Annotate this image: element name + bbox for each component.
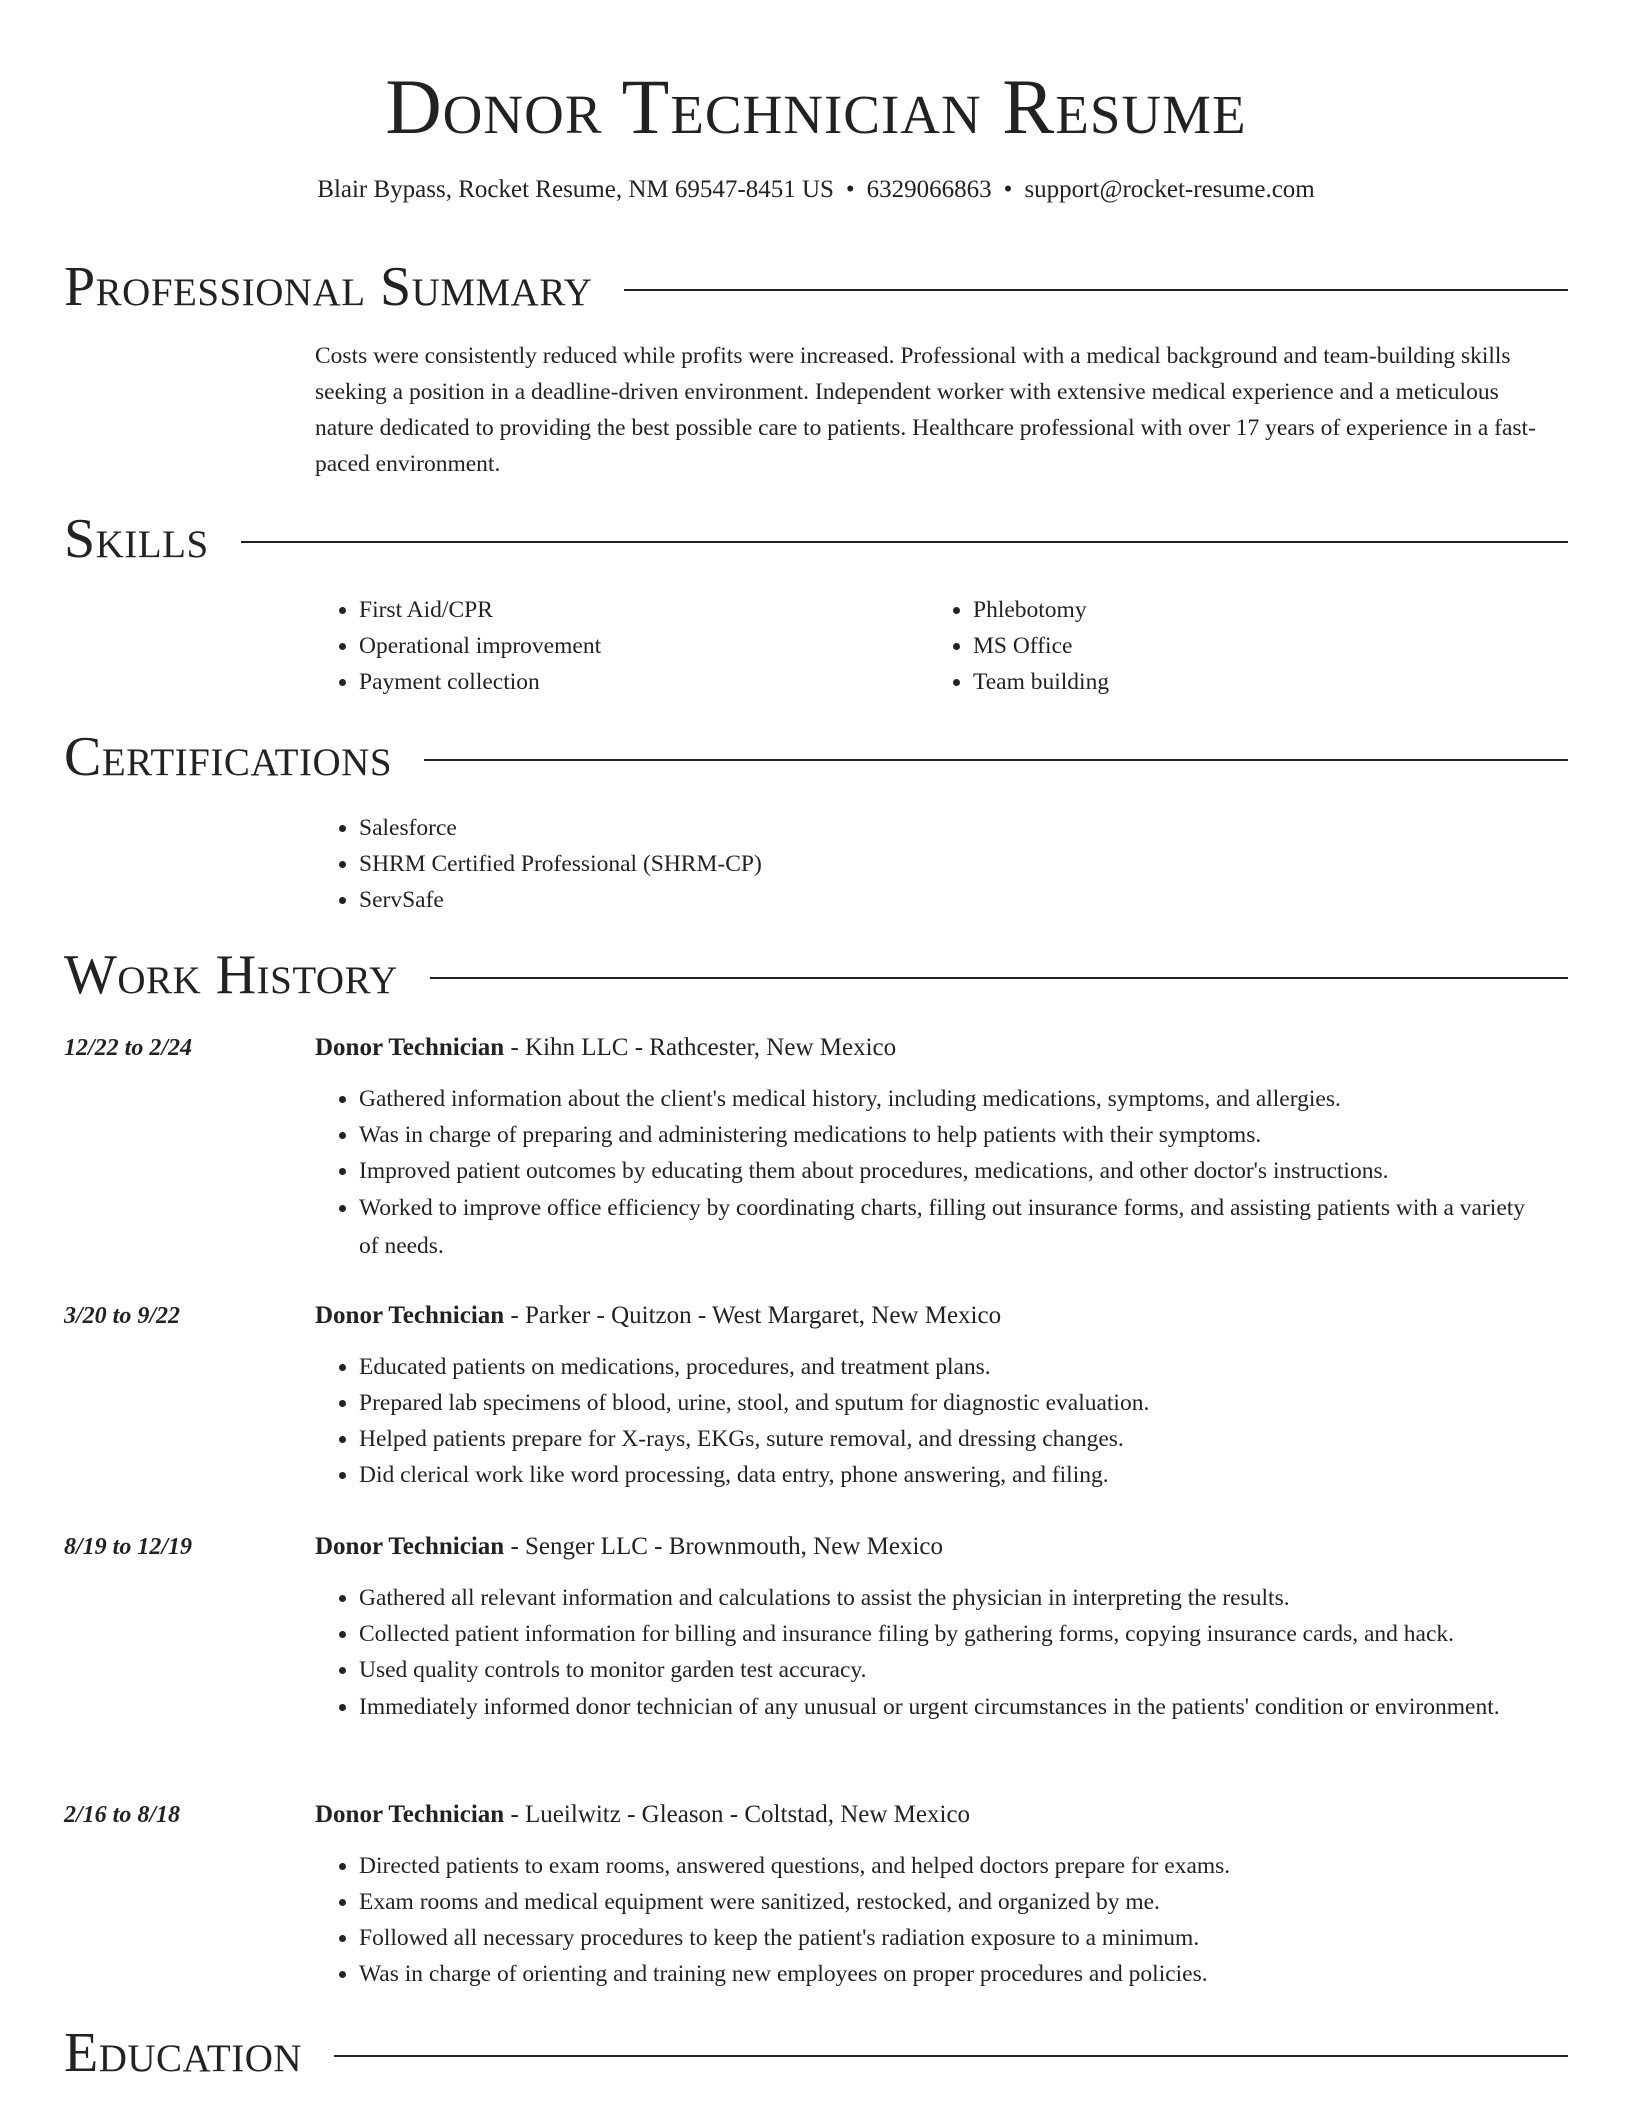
contact-phone: 6329066863 [866,176,992,203]
job-duty: • Directed patients to exam rooms, answered questions, and helped doctors prepare for exams. [359,1848,1544,1884]
job-company: - Kihn LLC - Rathcester, New Mexico [504,1034,897,1061]
contact-address: Blair Bypass, Rocket Resume, NM 69547-8451 US [317,176,834,203]
job-role: Donor Technician [315,1034,505,1061]
job-duty: • Was in charge of preparing and administering medications to help patients with their symptoms. [359,1117,1544,1153]
skill-item: • Operational improvement [359,628,601,664]
job-duty: • Helped patients prepare for X-rays, EKGs, suture removal, and dressing changes. [359,1421,1544,1457]
job-dates: 3/20 to 9/22 [64,1303,181,1329]
certifications-list [315,810,762,918]
section-divider [430,977,1568,979]
skills-list-left [315,592,601,700]
job-title-line [315,1299,1001,1333]
job-duties [315,1081,1544,1265]
contact-separator: • [845,176,855,203]
skills-list-right [929,592,1109,700]
section-divider [334,2055,1568,2057]
job-title-line [315,1798,970,1832]
job-duty: • Used quality controls to monitor garden test accuracy. [359,1652,1544,1688]
job-role: Donor Technician [315,1302,505,1329]
job-duties [315,1580,1544,1726]
summary-section-header [64,256,1568,318]
certification-item: • ServSafe [359,882,762,918]
job-company: - Parker - Quitzon - West Margaret, New Mexico [504,1302,1002,1329]
section-divider [424,759,1568,761]
skill-item: • Team building [973,664,1109,700]
resume-title: Donor Technician Resume [385,63,1247,150]
skills-heading: Skills [64,508,209,570]
job-duty: • Educated patients on medications, procedures, and treatment plans. [359,1349,1544,1385]
education-heading: Education [64,2022,303,2084]
job-duty: • Immediately informed donor technician of any unusual or urgent circumstances in the patients' condition or environment. [359,1688,1544,1726]
job-title-line [315,1031,896,1065]
skill-item: • Phlebotomy [973,592,1109,628]
job-role: Donor Technician [315,1533,505,1560]
job-duty: • Was in charge of orienting and training new employees on proper procedures and policies. [359,1956,1544,1992]
job-dates: 8/19 to 12/19 [64,1534,193,1560]
certification-item: • SHRM Certified Professional (SHRM-CP) [359,846,762,882]
job-duties [315,1349,1544,1493]
work-history-section-header [64,944,1568,1006]
section-divider [241,541,1568,543]
job-duty: • Gathered information about the client's medical history, including medications, symptoms, and allergies. [359,1081,1544,1117]
certifications-section-header [64,726,1568,788]
job-duty: • Followed all necessary procedures to keep the patient's radiation exposure to a minimum. [359,1920,1544,1956]
job-duty: • Gathered all relevant information and calculations to assist the physician in interpreting the results. [359,1580,1544,1616]
job-company: - Lueilwitz - Gleason - Coltstad, New Mexico [504,1801,971,1828]
work-history-heading: Work History [64,944,398,1006]
job-company: - Senger LLC - Brownmouth, New Mexico [504,1533,943,1560]
contact-line [0,173,1632,207]
contact-email: support@rocket-resume.com [1024,176,1315,203]
summary-text: Costs were consistently reduced while profits were increased. Professional with a medical background and team-building skills seeking a position in a deadline-driven environment. Independent worker with extensive medical experience and a meticulous nature dedicated to providing the best possible care to patients. Healthcare professional with over 17 years of experience in a fast-paced environment. [315,343,1536,477]
job-duty: • Collected patient information for billing and insurance filing by gathering forms, copying insurance cards, and hack. [359,1616,1544,1652]
job-role: Donor Technician [315,1801,505,1828]
job-duty: • Prepared lab specimens of blood, urine, stool, and sputum for diagnostic evaluation. [359,1385,1544,1421]
job-title-line [315,1530,943,1564]
job-dates: 12/22 to 2/24 [64,1035,193,1061]
job-duty: • Improved patient outcomes by educating them about procedures, medications, and other doctor's instructions. [359,1153,1544,1189]
contact-separator: • [1003,176,1013,203]
skill-item: • First Aid/CPR [359,592,601,628]
job-duties [315,1848,1544,1992]
skill-item: • Payment collection [359,664,601,700]
certification-item: • Salesforce [359,810,762,846]
section-divider [624,289,1568,291]
job-duty: • Did clerical work like word processing, data entry, phone answering, and filing. [359,1457,1544,1493]
job-duty: • Worked to improve office efficiency by coordinating charts, filling out insurance forms, and assisting patients with a variety of needs. [359,1189,1544,1265]
summary-heading: Professional Summary [64,256,593,318]
job-dates: 2/16 to 8/18 [64,1802,181,1828]
skill-item: • MS Office [973,628,1109,664]
certifications-heading: Certifications [64,726,393,788]
job-duty: • Exam rooms and medical equipment were sanitized, restocked, and organized by me. [359,1884,1544,1920]
education-section-header [64,2022,1568,2084]
skills-section-header [64,508,1568,570]
